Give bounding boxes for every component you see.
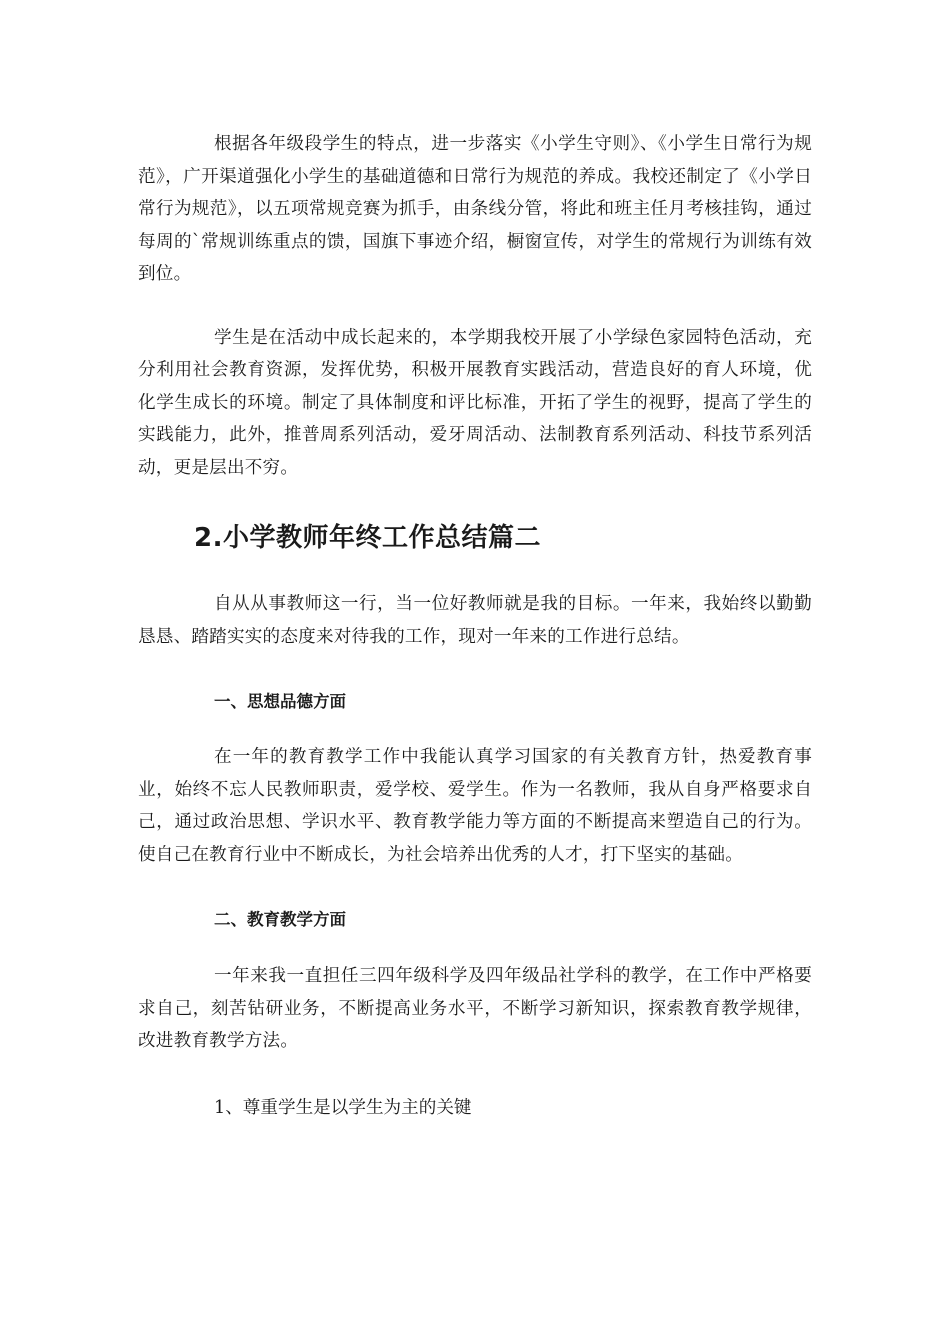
subheading-teaching: 二、教育教学方面 [214,910,346,929]
list-item-respect-students: 1、尊重学生是以学生为主的关键 [214,1097,472,1118]
subheading-moral-character: 一、思想品德方面 [214,692,346,711]
paragraph-teaching: 一年来我一直担任三四年级科学及四年级品社学科的教学，在工作中严格要求自己，刻苦钻研业务，不断提高业务水平，不断学习新知识，探索教育教学规律，改进教育教学方法。 [138,966,812,1051]
section-heading: 2.小学教师年终工作总结篇二 [194,523,541,553]
document-body [138,128,812,1123]
paragraph-activities: 学生是在活动中成长起来的，本学期我校开展了小学绿色家园特色活动，充分利用社会教育资源，发挥优势，积极开展教育实践活动，营造良好的育人环境，优化学生成长的环境。制定了具体制度和评比标准，开拓了学生的视野，提高了学生的实践能力，此外，推普周系列活动，爱牙周活动、法制教育系列活动、科技节系列活动，更是层出不穷。 [138,327,812,478]
paragraph-introduction: 自从从事教师这一行，当一位好教师就是我的目标。一年来，我始终以勤勤恳恳、踏踏实实的态度来对待我的工作，现对一年来的工作进行总结。 [138,594,812,647]
paragraph-moral-character: 在一年的教育教学工作中我能认真学习国家的有关教育方针，热爱教育事业，始终不忘人民教师职责，爱学校、爱学生。作为一名教师，我从自身严格要求自己，通过政治思想、学识水平、教育教学能力等方面的不断提高来塑造自己的行为。使自己在教育行业中不断成长，为社会培养出优秀的人才，打下坚实的基础。 [138,747,812,865]
paragraph-behavior-norms: 根据各年级段学生的特点，进一步落实《小学生守则》、《小学生日常行为规范》，广开渠道强化小学生的基础道德和日常行为规范的养成。我校还制定了《小学日常行为规范》，以五项常规竞赛为抓手，由条线分管，将此和班主任月考核挂钩，通过每周的`常规训练重点的馈，国旗下事迹介绍，橱窗宣传，对学生的常规行为训练有效到位。 [138,134,812,284]
